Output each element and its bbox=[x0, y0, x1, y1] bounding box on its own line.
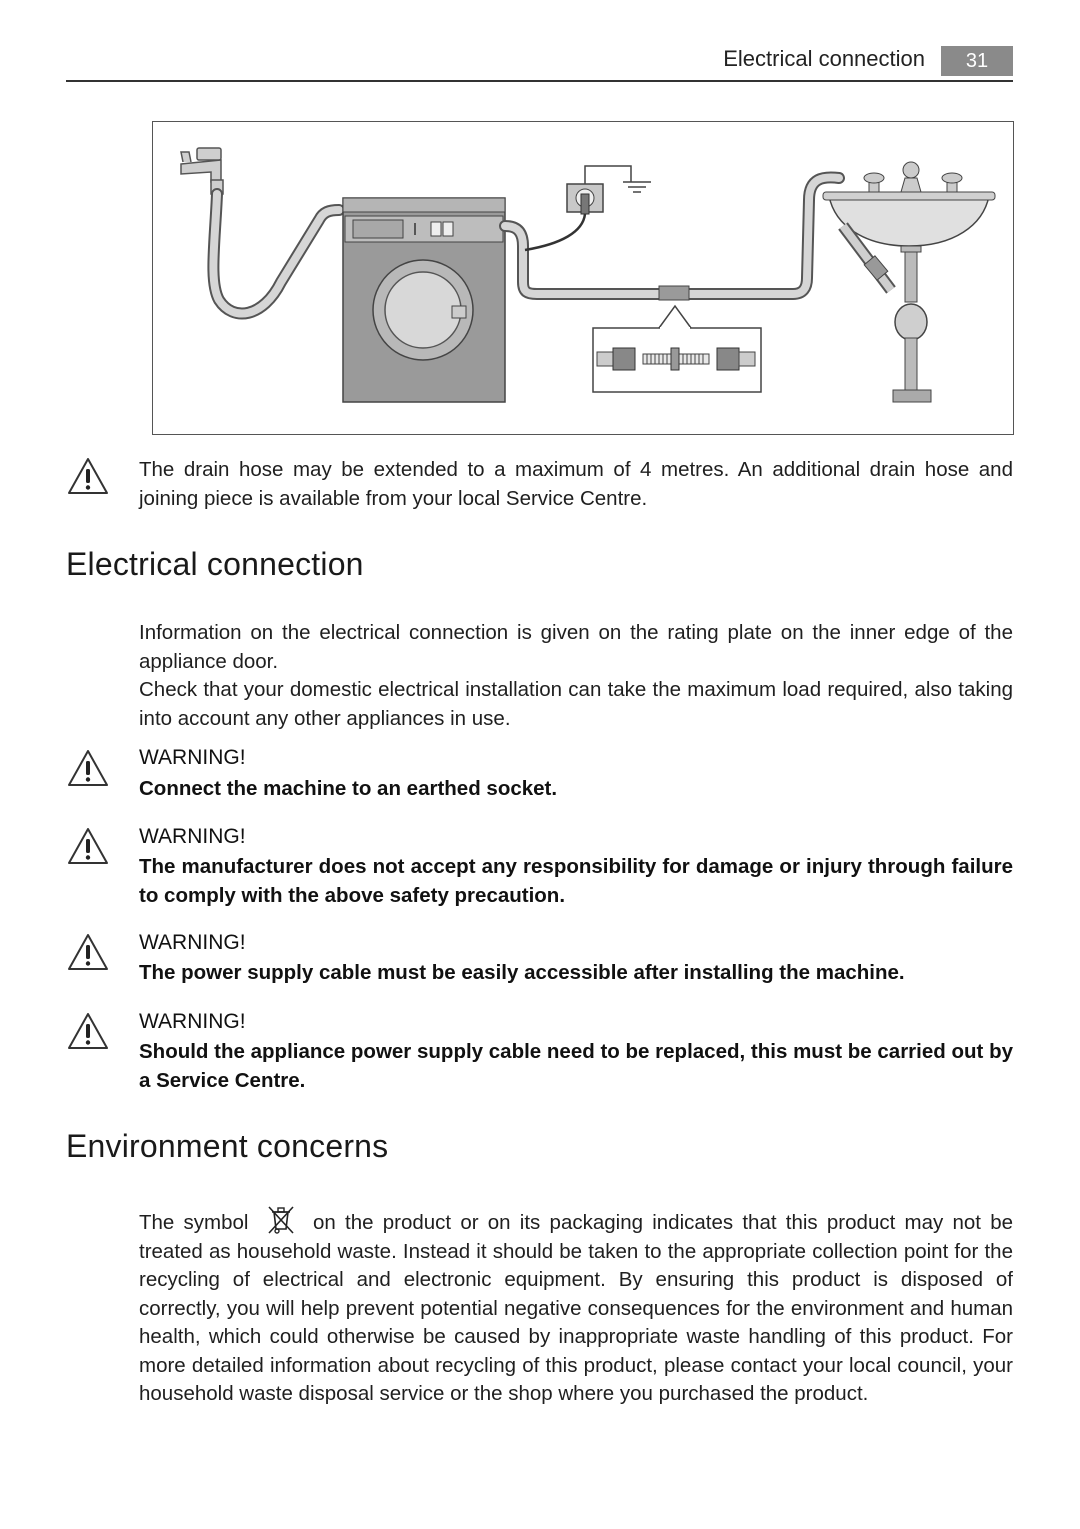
electrical-para-1: Information on the electrical connection is given on the rating plate on the inner edge of the appliance door. bbox=[139, 621, 1013, 673]
header-section-title: Electrical connection bbox=[723, 46, 925, 71]
sink-icon bbox=[823, 162, 995, 402]
environment-concerns-heading: Environment concerns bbox=[66, 1128, 389, 1164]
warning-title: WARNING! bbox=[139, 1010, 246, 1033]
environment-text-after-symbol: on the product or on its packaging indicates that this product may not be treated as household waste. Instead it should be taken to the appropriate collection point for the recycling of electrical and electronic equipment. By ensuring this product is disposed of correctly, you will help prevent potential negative consequences for the environment and human health, which could otherwise be caused by inappropriate waste handling of this product. For more detailed information about recycling of this product, please contact your local council, your household waste disposal service or the shop where you purchased the product. bbox=[139, 1211, 1013, 1405]
warning-text: Connect the machine to an earthed socket. bbox=[139, 777, 558, 800]
water-tap-icon bbox=[181, 148, 223, 194]
electrical-para-2: Check that your domestic electrical installation can take the maximum load required, also taking into account any other appliances in use. bbox=[139, 678, 1013, 730]
warning-title: WARNING! bbox=[139, 931, 246, 954]
electrical-connection-heading: Electrical connection bbox=[66, 546, 364, 582]
washing-machine-icon bbox=[343, 198, 505, 402]
drain-hose-illustration bbox=[152, 121, 1014, 435]
warning-text: The manufacturer does not accept any responsibility for damage or injury through failure to comply with the above safety precaution. bbox=[139, 855, 1013, 907]
joining-piece-detail bbox=[593, 306, 761, 392]
warning-title: WARNING! bbox=[139, 746, 246, 769]
warning-triangle-icon bbox=[66, 456, 110, 496]
warning-title: WARNING! bbox=[139, 825, 246, 848]
drain-hose bbox=[505, 177, 839, 294]
warning-text: Should the appliance power supply cable need to be replaced, this must be carried out by a Service Centre. bbox=[139, 1040, 1013, 1092]
warning-triangle-icon bbox=[66, 748, 110, 788]
warning-triangle-icon bbox=[66, 932, 110, 972]
page-header bbox=[66, 44, 1013, 82]
hose-joint bbox=[659, 286, 689, 300]
earthed-socket-icon bbox=[525, 166, 651, 250]
washing-machine-installation-drawing bbox=[153, 122, 1013, 434]
drain-hose-note: The drain hose may be extended to a maximum of 4 metres. An additional drain hose and joining piece is available from your local Service Centre. bbox=[139, 458, 1013, 510]
page-number: 31 bbox=[941, 46, 1013, 76]
warning-triangle-icon bbox=[66, 826, 110, 866]
warning-text: The power supply cable must be easily accessible after installing the machine. bbox=[139, 961, 905, 984]
environment-text-before-symbol: The symbol bbox=[139, 1211, 249, 1234]
crossed-out-wheelie-bin-icon bbox=[264, 1205, 298, 1235]
warning-triangle-icon bbox=[66, 1011, 110, 1051]
environment-paragraph bbox=[139, 1205, 1013, 1409]
